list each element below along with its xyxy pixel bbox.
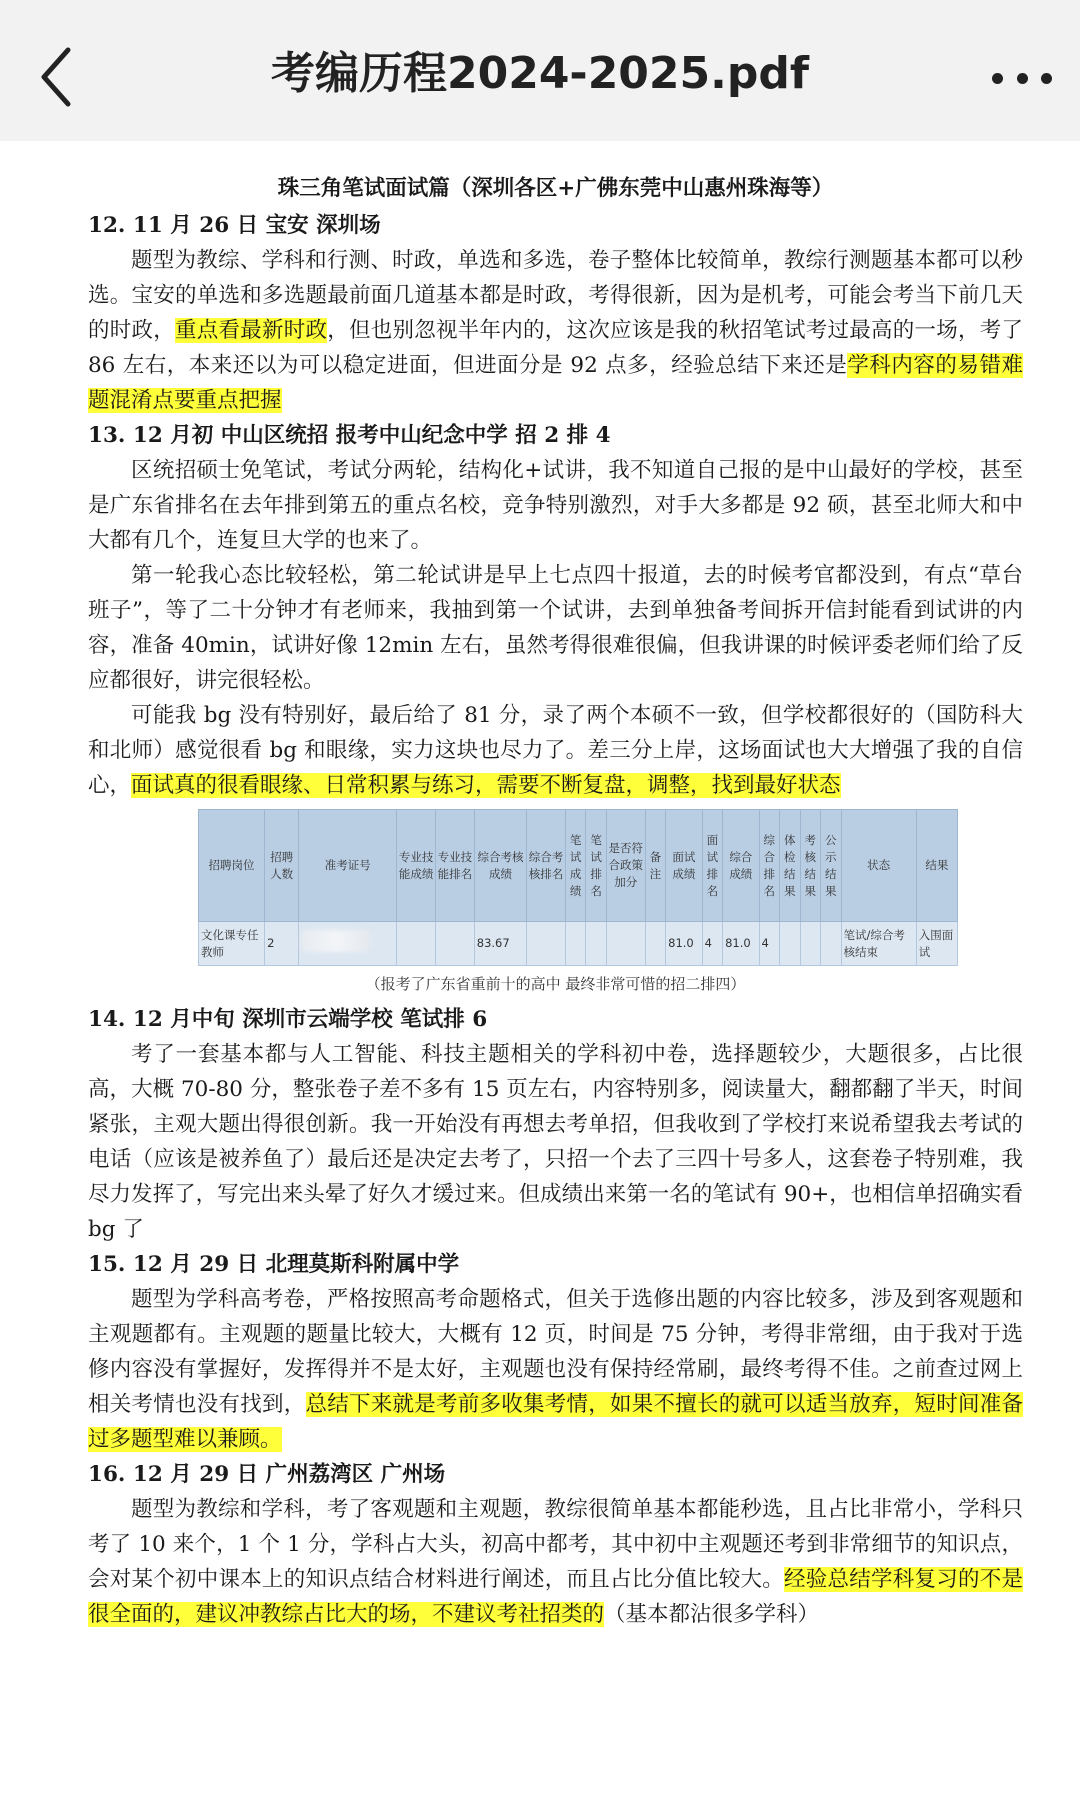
table-cell xyxy=(800,922,821,966)
table-cell: 81.0 xyxy=(666,922,702,966)
score-table xyxy=(198,809,958,966)
table-header: 招聘岗位 xyxy=(199,810,265,922)
table-cell: 2 xyxy=(265,922,299,966)
table-cell: 笔试/综合考核结束 xyxy=(841,922,916,966)
page-heading: 珠三角笔试面试篇（深圳各区+广佛东莞中山惠州珠海等） xyxy=(277,176,834,201)
table-header: 是否符合政策加分 xyxy=(606,810,645,922)
more-dot xyxy=(1017,73,1028,84)
table-header: 备注 xyxy=(645,810,666,922)
table-header: 综合考核成绩 xyxy=(474,810,526,922)
table-header: 综合排名 xyxy=(759,810,780,922)
table-cell: 文化课专任教师 xyxy=(199,922,265,966)
table-cell: 81.0 xyxy=(723,922,759,966)
table-header-row xyxy=(199,810,958,922)
table-cell xyxy=(821,922,842,966)
section-15-heading: 15. 12 月 29 日 北理莫斯科附属中学 xyxy=(88,1252,460,1277)
table-header: 准考证号 xyxy=(299,810,397,922)
table-header: 综合考核排名 xyxy=(527,810,566,922)
section-13-heading: 13. 12 月初 中山区统招 报考中山纪念中学 招 2 排 4 xyxy=(88,423,611,448)
section-12-paragraph xyxy=(88,243,1023,418)
table-header: 笔试排名 xyxy=(586,810,607,922)
table-header: 结果 xyxy=(916,810,957,922)
highlight: 学科内容的易错难题混淆点要重点把握 xyxy=(88,353,1023,413)
section-13-paragraph: 区统招硕士免笔试，考试分两轮，结构化+试讲，我不知道自己报的是中山最好的学校，甚至是广东省排名在去年排到第五的重点名校，竞争特别激烈，对手大多都是 92 硕，甚至北师大和中大都有几个，连复旦大学的也来了。 xyxy=(88,458,1023,553)
section-15-paragraph xyxy=(88,1282,1023,1457)
table-header: 招聘人数 xyxy=(265,810,299,922)
table-header: 公示结果 xyxy=(821,810,842,922)
section-14-heading: 14. 12 月中旬 深圳市云端学校 笔试排 6 xyxy=(88,1007,488,1032)
section-16-paragraph xyxy=(88,1492,1023,1632)
table-header: 笔试成绩 xyxy=(565,810,586,922)
table-cell xyxy=(565,922,586,966)
table-header: 考核结果 xyxy=(800,810,821,922)
table-header: 状态 xyxy=(841,810,916,922)
text-run: 题型为教综、学科和行测、时政，单选和多选，卷子整体比较简单，教综行测题基本都可以秒选。宝安的单选和多选题最前面几道基本都是时政，考得很新，因为是机考，可能会考当下前几天的时政， xyxy=(88,248,1023,343)
more-dot xyxy=(1041,73,1052,84)
table-caption: （报考了广东省重前十的高中 最终非常可惜的招二排四） xyxy=(365,975,746,993)
document-title: 考编历程2024-2025.pdf xyxy=(270,48,810,99)
section-16-heading: 16. 12 月 29 日 广州荔湾区 广州场 xyxy=(88,1462,446,1487)
table-cell xyxy=(586,922,607,966)
pdf-page xyxy=(88,171,1023,1632)
table-header: 体检结果 xyxy=(780,810,801,922)
more-options-button[interactable] xyxy=(992,66,1052,90)
table-cell xyxy=(527,922,566,966)
table-cell xyxy=(606,922,645,966)
score-table-image xyxy=(198,809,958,966)
section-12-heading: 12. 11 月 26 日 宝安 深圳场 xyxy=(88,213,381,238)
table-cell xyxy=(645,922,666,966)
chevron-left-icon xyxy=(30,42,86,112)
section-13-paragraph: 第一轮我心态比较轻松，第二轮试讲是早上七点四十报道，去的时候考官都没到，有点“草台班子”，等了二十分钟才有老师来，我抽到第一个试讲，去到单独备考间拆开信封能看到试讲的内容，准备 40min，试讲好像 12min 左右，虽然考得很难很偏，但我讲课的时候评委老师们给了反应都很好，讲完很轻松。 xyxy=(88,563,1023,693)
more-dots-icon xyxy=(992,73,1003,84)
highlight: 重点看最新时政 xyxy=(175,318,328,343)
table-cell xyxy=(397,922,436,966)
pdf-viewer[interactable] xyxy=(0,141,1080,1819)
top-bar xyxy=(0,0,1080,141)
highlight: 总结下来就是考前多收集考情，如果不擅长的就可以适当放弃，短时间准备过多题型难以兼顾。 xyxy=(88,1392,1023,1452)
table-row xyxy=(199,922,958,966)
redacted-id xyxy=(301,930,371,952)
text-run: ，但也别忽视半年内的，这次应该是我的秋招笔试考过最高的一场，考了 86 左右，本来还以为可以稳定进面，但进面分是 92 点多，经验总结下来还是 xyxy=(88,318,1023,378)
table-header: 专业技能排名 xyxy=(436,810,475,922)
table-header: 面试排名 xyxy=(702,810,723,922)
highlight: 面试真的很看眼缘、日常积累与练习，需要不断复盘，调整，找到最好状态 xyxy=(131,773,841,798)
section-14-paragraph: 考了一套基本都与人工智能、科技主题相关的学科初中卷，选择题较少，大题很多，占比很高，大概 70-80 分，整张卷子差不多有 15 页左右，内容特别多，阅读量大，翻都翻了半天，时间紧张，主观大题出得很创新。我一开始没有再想去考单招，但我收到了学校打来说希望我去考试的电话（应该是被养鱼了）最后还是决定去考了，只招一个去了三四十号多人，这套卷子特别难，我尽力发挥了，写完出来头晕了好久才缓过来。但成绩出来第一名的笔试有 90+，也相信单招确实看 bg 了 xyxy=(88,1042,1023,1242)
table-cell xyxy=(436,922,475,966)
text-run: 题型为学科高考卷，严格按照高考命题格式，但关于选修出题的内容比较多，涉及到客观题和主观题都有。主观题的题量比较大，大概有 12 页，时间是 75 分钟，考得非常细，由于我对于选修内容没有掌握好，发挥得并不是太好，主观题也没有保持经常刷，最终考得不佳。之前查过网上相关考情也没有找到， xyxy=(88,1287,1023,1417)
table-header: 面试成绩 xyxy=(666,810,702,922)
text-run: （基本都沾很多学科） xyxy=(604,1602,820,1627)
table-cell: 入围面试 xyxy=(916,922,957,966)
text-run: 题型为教综和学科，考了客观题和主观题，教综很简单基本都能秒选，且占比非常小，学科只考了 10 来个，1 个 1 分，学科占大头，初高中都考，其中初中主观题还考到非常细节的知识点，会对某个初中课本上的知识点结合材料进行阐述，而且占比分值比较大。 xyxy=(88,1497,1023,1592)
table-cell: 83.67 xyxy=(474,922,526,966)
highlight: 经验总结学科复习的不是很全面的，建议冲教综占比大的场，不建议考社招类的 xyxy=(88,1567,1023,1627)
text-run: 可能我 bg 没有特别好，最后给了 81 分，录了两个本硕不一致，但学校都很好的（国防科大和北师）感觉很看 bg 和眼缘，实力这块也尽力了。差三分上岸，这场面试也大大增强了我的自信心， xyxy=(88,703,1023,798)
table-header: 综合成绩 xyxy=(723,810,759,922)
table-cell xyxy=(780,922,801,966)
table-cell xyxy=(299,922,397,966)
table-cell: 4 xyxy=(759,922,780,966)
table-header: 专业技能成绩 xyxy=(397,810,436,922)
section-13-paragraph xyxy=(88,698,1023,803)
back-button[interactable] xyxy=(30,42,86,112)
table-cell: 4 xyxy=(702,922,723,966)
